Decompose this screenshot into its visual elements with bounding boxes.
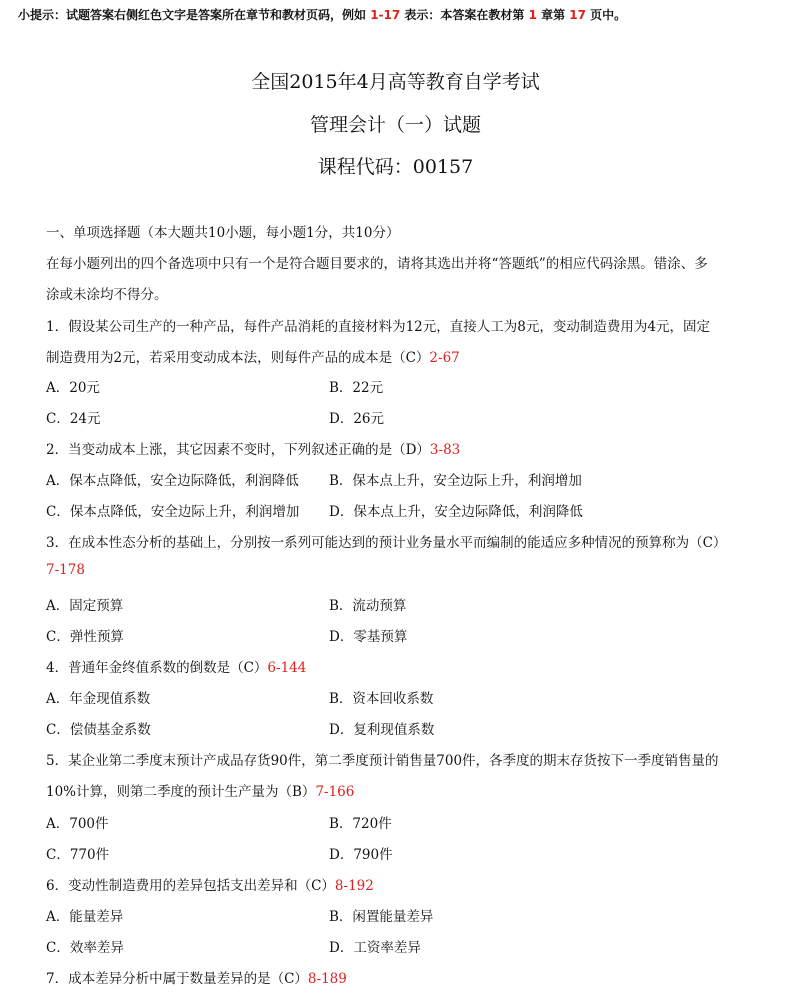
question-2-ref: 3-83: [429, 442, 461, 458]
question-4-option-c: C．偿债基金系数: [46, 722, 151, 738]
hint-mid: 表示：本答案在教材第: [400, 8, 529, 22]
question-7-ref: 8-189: [307, 971, 347, 987]
question-5-ref: 7-166: [315, 784, 355, 800]
instruction-line-1: 在每小题列出的四个备选项中只有一个是符合题目要求的，请将其选出并将“答题纸”的相应代码涂黑。错涂、多: [46, 256, 708, 272]
question-6-option-c: C．效率差异: [46, 940, 124, 956]
question-2-option-d: D．保本点上升，安全边际降低，利润降低: [329, 504, 583, 520]
question-4-option-b: B．资本回收系数: [329, 691, 434, 707]
question-6-text: 6．变动性制造费用的差异包括支出差异和（C）: [46, 878, 335, 894]
question-5-line-2: [46, 780, 354, 800]
hint-chapter: 1: [528, 8, 537, 22]
course-code: 课程代码：00157: [317, 156, 474, 178]
question-3-option-b: B．流动预算: [329, 598, 407, 614]
question-5-option-d: D．790件: [329, 847, 393, 863]
question-4-ref: 6-144: [267, 660, 307, 676]
question-7-line-1: [46, 967, 347, 987]
hint-example: 1-17: [370, 8, 401, 22]
hint-mid2: 章第: [536, 8, 570, 22]
question-3-option-d: D．零基预算: [329, 629, 408, 645]
exam-title: 全国2015年4月高等教育自学考试: [251, 71, 540, 93]
hint-page: 17: [569, 8, 586, 22]
question-4-text: 4．普通年金终值系数的倒数是（C）: [46, 660, 268, 676]
question-1-option-c: C．24元: [46, 411, 101, 427]
question-5-line-1: 5．某企业第二季度末预计产成品存货90件，第二季度预计销售量700件，各季度的期末存货按下一季度销售量的: [46, 753, 719, 769]
question-3-ref: 7-178: [46, 562, 85, 578]
question-6-line-1: [46, 874, 374, 894]
hint-prefix: 小提示：试题答案右侧红色文字是答案所在章节和教材页码，例如: [18, 8, 371, 22]
question-1-option-a: A．20元: [46, 380, 100, 396]
question-1-line-1: 1．假设某公司生产的一种产品，每件产品消耗的直接材料为12元，直接人工为8元，变动制造费用为4元，固定: [46, 319, 710, 335]
question-6-option-d: D．工资率差异: [329, 940, 421, 956]
question-2-option-a: A．保本点降低，安全边际降低，利润降低: [46, 473, 299, 489]
question-3-line-1: 3．在成本性态分析的基础上，分别按一系列可能达到的预计业务量水平而编制的能适应多种情况的预算称为（C）: [46, 535, 727, 551]
question-5-option-a: A．700件: [46, 816, 109, 832]
question-6-option-b: B．闲置能量差异: [329, 909, 434, 925]
section-heading: 一、单项选择题（本大题共10小题，每小题1分，共10分）: [46, 225, 400, 241]
question-5-text: 10%计算，则第二季度的预计生产量为（B）: [46, 784, 316, 800]
hint-bar: [18, 6, 626, 23]
question-4-line-1: [46, 656, 306, 676]
question-6-option-a: A．能量差异: [46, 909, 124, 925]
exam-subtitle: 管理会计（一）试题: [309, 114, 481, 136]
question-3-option-c: C．弹性预算: [46, 629, 124, 645]
question-6-ref: 8-192: [334, 878, 374, 894]
question-7-text: 7．成本差异分析中属于数量差异的是（C）: [46, 971, 308, 987]
question-5-option-c: C．770件: [46, 847, 110, 863]
question-5-option-b: B．720件: [329, 816, 392, 832]
question-2-option-b: B．保本点上升，安全边际上升，利润增加: [329, 473, 582, 489]
question-1-text: 制造费用为2元，若采用变动成本法，则每件产品的成本是（C）: [46, 350, 430, 366]
question-1-option-d: D．26元: [329, 411, 385, 427]
instruction-line-2: 涂或未涂均不得分。: [46, 287, 168, 303]
question-1-ref: 2-67: [429, 350, 460, 366]
question-2-text: 2．当变动成本上涨，其它因素不变时，下列叙述正确的是（D）: [46, 442, 430, 458]
question-4-option-a: A．年金现值系数: [46, 691, 151, 707]
question-2-line-1: [46, 438, 460, 458]
question-4-option-d: D．复利现值系数: [329, 722, 435, 738]
question-1-option-b: B．22元: [329, 380, 384, 396]
question-3-option-a: A．固定预算: [46, 598, 124, 614]
hint-suffix: 页中。: [586, 8, 627, 22]
question-2-option-c: C．保本点降低，安全边际上升，利润增加: [46, 504, 300, 520]
question-1-line-2: [46, 346, 460, 366]
